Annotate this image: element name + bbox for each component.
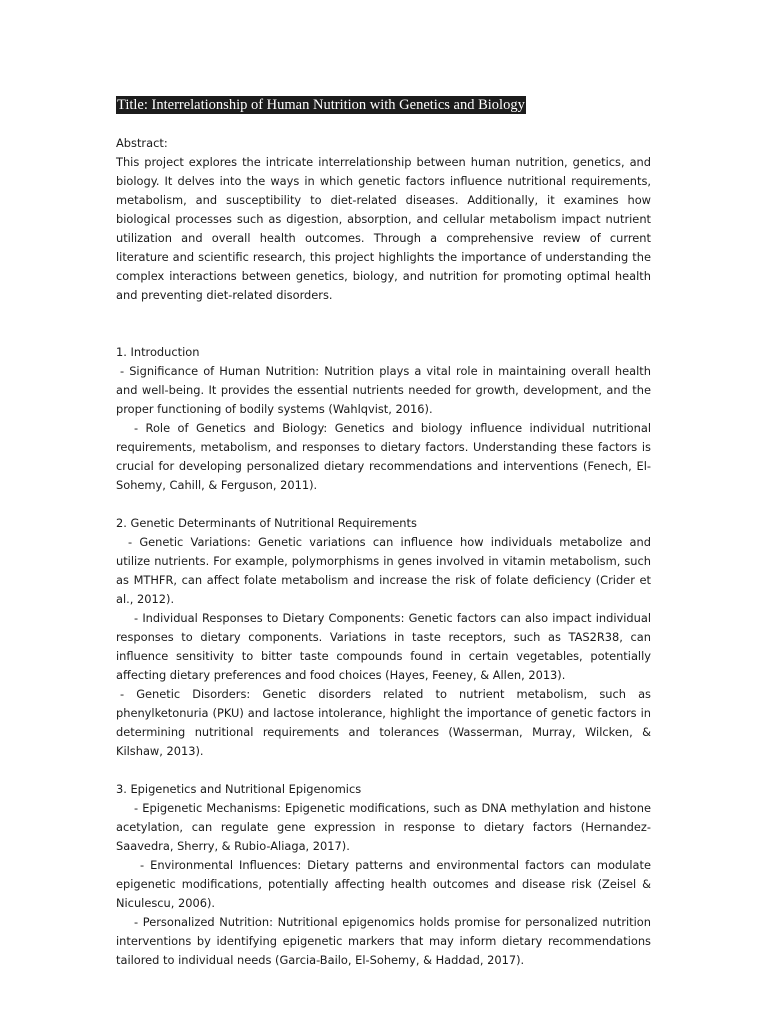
abstract-heading: Abstract: bbox=[116, 136, 168, 150]
section-heading: 3. Epigenetics and Nutritional Epigenomics bbox=[116, 782, 362, 796]
section-item: - Individual Responses to Dietary Components: Genetic factors can also impact individual responses to dietary components. Variations in taste receptors, such as TAS2R38, can influence sensitivity to bitter taste compounds found in certain vegetables, potentially affecting dietary preferences and food choices (Hayes, Feeney, & Allen, 2013). bbox=[116, 611, 651, 682]
document-body bbox=[116, 134, 651, 970]
section-item: - Role of Genetics and Biology: Genetics and biology influence individual nutritional requirements, metabolism, and responses to dietary factors. Understanding these factors is crucial for developing personalized dietary recommendations and interventions (Fenech, El-Sohemy, Cahill, & Ferguson, 2011). bbox=[116, 421, 651, 492]
section-item: - Significance of Human Nutrition: Nutrition plays a vital role in maintaining overall health and well-being. It provides the essential nutrients needed for growth, development, and the proper functioning of bodily systems (Wahlqvist, 2016). bbox=[116, 364, 651, 416]
section-item: - Personalized Nutrition: Nutritional epigenomics holds promise for personalized nutrition interventions by identifying epigenetic markers that may inform dietary recommendations tailored to individual needs (Garcia-Bailo, El-Sohemy, & Haddad, 2017). bbox=[116, 915, 651, 967]
section-item: - Genetic Disorders: Genetic disorders related to nutrient metabolism, such as phenylketonuria (PKU) and lactose intolerance, highlight the importance of genetic factors in determining nutritional requirements and tolerances (Wasserman, Murray, Wilcken, & Kilshaw, 2013). bbox=[116, 687, 651, 758]
abstract-text: This project explores the intricate interrelationship between human nutrition, genetics, and biology. It delves into the ways in which genetic factors influence nutritional requirements, metabolism, and susceptibility to diet-related diseases. Additionally, it examines how biological processes such as digestion, absorption, and cellular metabolism impact nutrient utilization and overall health outcomes. Through a comprehensive review of current literature and scientific research, this project highlights the importance of understanding the complex interactions between genetics, biology, and nutrition for promoting optimal health and preventing diet-related disorders. bbox=[116, 155, 651, 302]
section-item: - Environmental Influences: Dietary patterns and environmental factors can modulate epigenetic modifications, potentially affecting health outcomes and disease risk (Zeisel & Niculescu, 2006). bbox=[116, 858, 651, 910]
section-heading: 2. Genetic Determinants of Nutritional Requirements bbox=[116, 516, 417, 530]
section-item: - Genetic Variations: Genetic variations can influence how individuals metabolize and utilize nutrients. For example, polymorphisms in genes involved in vitamin metabolism, such as MTHFR, can affect folate metabolism and increase the risk of folate deficiency (Crider et al., 2012). bbox=[116, 535, 651, 606]
section-heading: 1. Introduction bbox=[116, 345, 200, 359]
section-item: - Epigenetic Mechanisms: Epigenetic modifications, such as DNA methylation and histone acetylation, can regulate gene expression in response to dietary factors (Hernandez-Saavedra, Sherry, & Rubio-Aliaga, 2017). bbox=[116, 801, 651, 853]
document-title: Title: Interrelationship of Human Nutrition with Genetics and Biology bbox=[117, 97, 525, 113]
